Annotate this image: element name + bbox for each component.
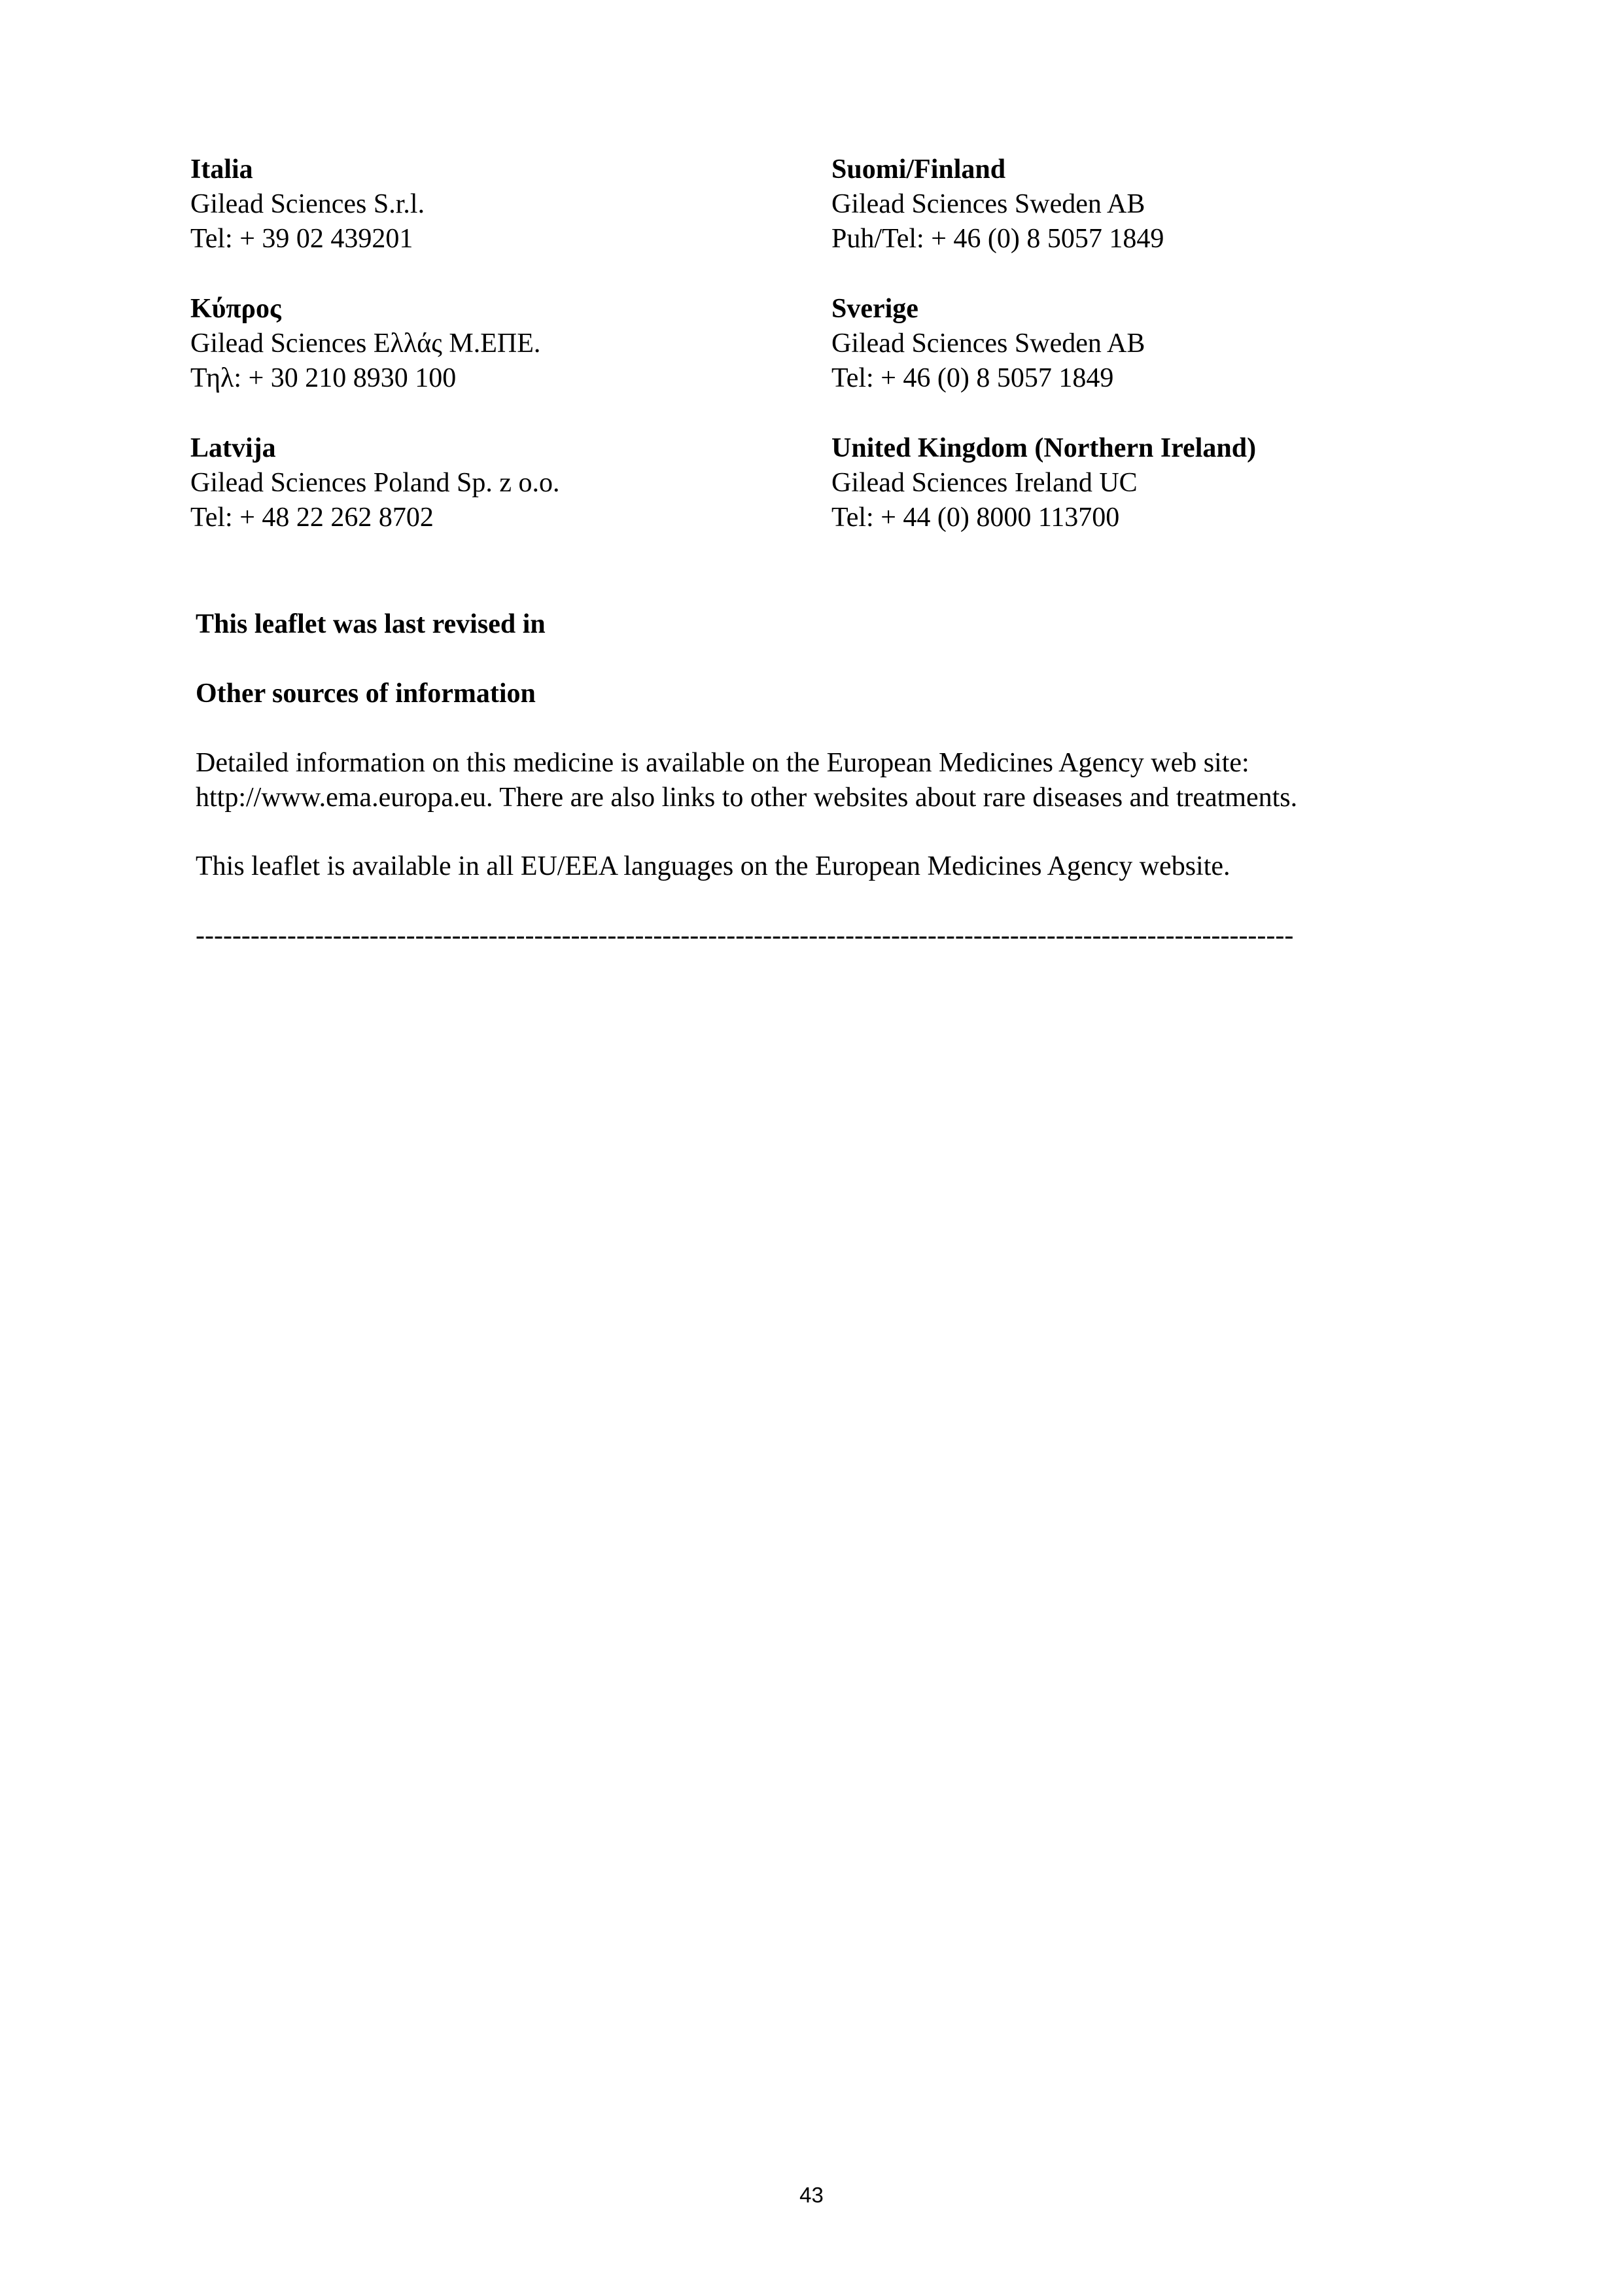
country-name: Sverige <box>831 294 918 324</box>
company-name: Gilead Sciences S.r.l. <box>190 189 425 219</box>
contact-italia <box>190 152 425 256</box>
detailed-info-paragraph <box>196 746 1297 815</box>
detailed-info-line: Detailed information on this medicine is available on the European Medicines Agency web site: <box>196 748 1249 778</box>
country-name: Italia <box>190 154 253 185</box>
contact-sverige <box>831 292 1145 396</box>
country-name: United Kingdom (Northern Ireland) <box>831 433 1257 463</box>
revised-heading: This leaflet was last revised in <box>196 609 546 639</box>
phone-number: Tel: + 44 (0) 8000 113700 <box>831 503 1120 533</box>
cut-line-divider: ------------------------------------------------------------------------------------------------------------------------ <box>196 921 1294 951</box>
contact-row <box>0 431 1623 571</box>
company-name: Gilead Sciences Poland Sp. z o.o. <box>190 468 560 498</box>
phone-number: Tel: + 39 02 439201 <box>190 224 413 254</box>
contact-kypros <box>190 292 540 396</box>
contact-row <box>0 292 1623 431</box>
phone-number: Tel: + 48 22 262 8702 <box>190 503 434 533</box>
contact-latvija <box>190 431 560 535</box>
company-name: Gilead Sciences Ireland UC <box>831 468 1138 498</box>
other-sources-heading: Other sources of information <box>196 679 536 709</box>
country-name: Suomi/Finland <box>831 154 1006 185</box>
company-name: Gilead Sciences Ελλάς Μ.ΕΠΕ. <box>190 328 541 359</box>
country-name: Latvija <box>190 433 276 463</box>
contact-row <box>0 152 1623 292</box>
contact-united-kingdom <box>831 431 1256 535</box>
phone-number: Tel: + 46 (0) 8 5057 1849 <box>831 363 1114 393</box>
page-number: 43 <box>799 2183 824 2207</box>
phone-number: Puh/Tel: + 46 (0) 8 5057 1849 <box>831 224 1164 254</box>
availability-paragraph: This leaflet is available in all EU/EEA languages on the European Medicines Agency website. <box>196 851 1230 881</box>
country-name: Κύπρος <box>190 294 281 324</box>
contact-suomi-finland <box>831 152 1164 256</box>
phone-number: Τηλ: + 30 210 8930 100 <box>190 363 457 393</box>
company-name: Gilead Sciences Sweden AB <box>831 189 1145 219</box>
contact-list <box>0 152 1623 571</box>
detailed-info-line: http://www.ema.europa.eu. There are also links to other websites about rare diseases and treatments. <box>196 783 1298 813</box>
company-name: Gilead Sciences Sweden AB <box>831 328 1145 359</box>
